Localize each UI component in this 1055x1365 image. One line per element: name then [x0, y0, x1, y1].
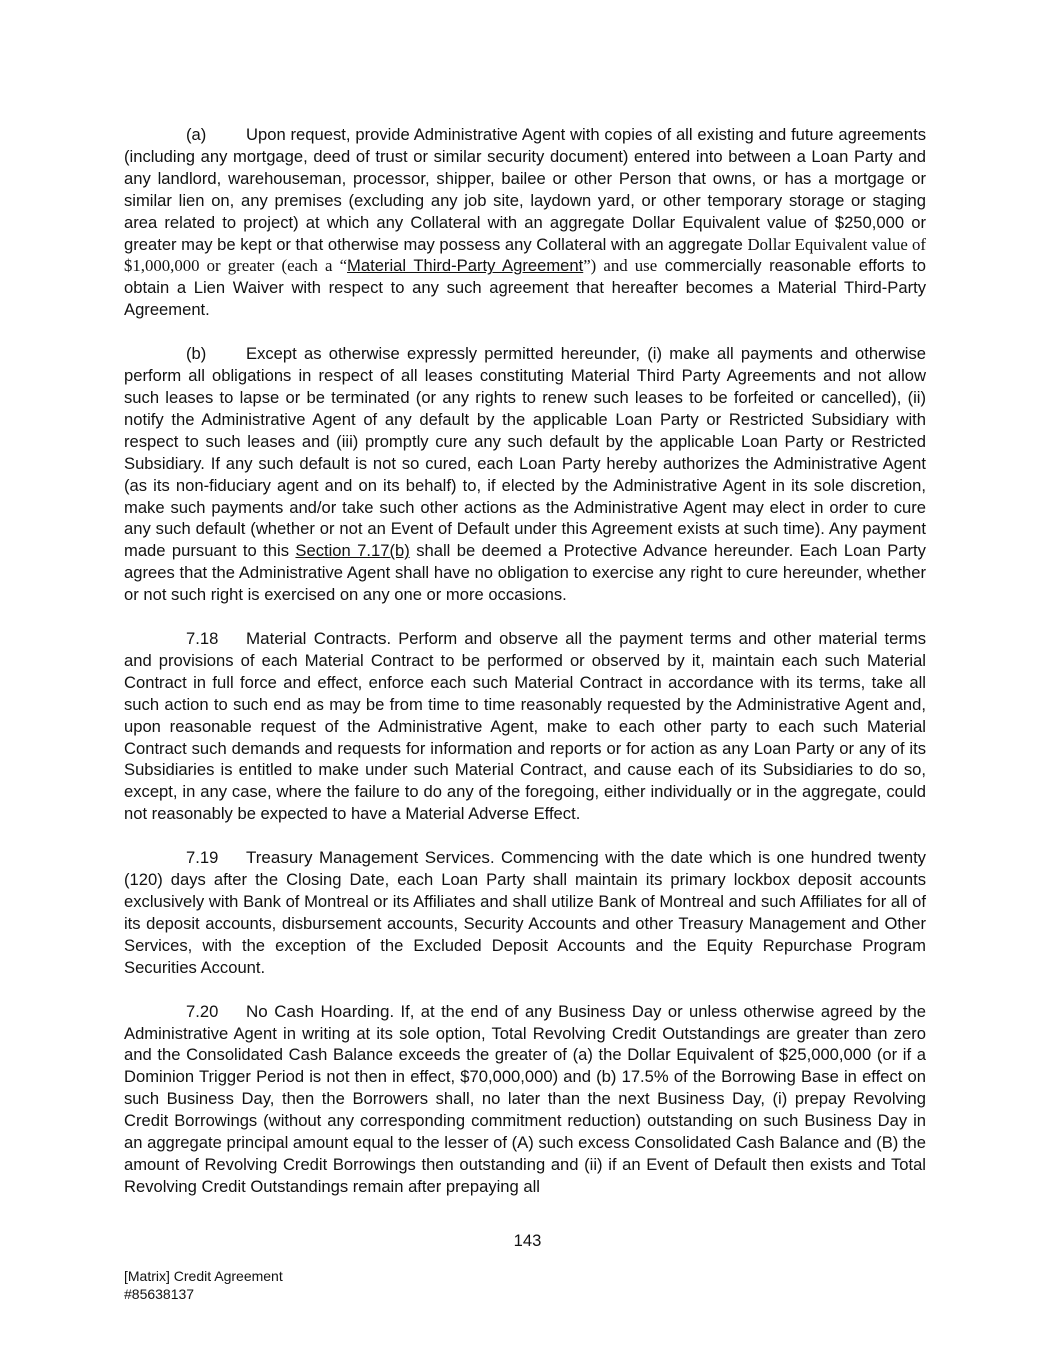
paragraph-a-text-2: commercially reasonable efforts to obtain a Lien Waiver with respect to any such agreement that hereafter becomes a Material Third-Party Agreement.: [124, 256, 926, 320]
paragraph-b-number: (b): [186, 344, 207, 364]
section-7-19: [124, 847, 926, 978]
paragraph-b: [124, 343, 926, 606]
page-number: 143: [513, 1231, 542, 1250]
paragraph-a-text-1: Upon request, provide Administrative Agent with copies of all existing and future agreements (including any mortgage, deed of trust or similar security document) entered into between a Loan Party and any landlord, warehouseman, processor, shipper, bailee or other Person that owns, or has a mortgage or similar lien on, any premises (excluding any job site, laydown yard, or other temporary storage or staging area related to project) at which any Collateral with an aggregate Dollar Equivalent value of $250,000 or greater may be kept or that otherwise may possess any Collateral with an aggregate: [124, 125, 926, 254]
paragraph-a-serif-2: ”) and use: [583, 256, 658, 276]
section-7-20-number: 7.20: [186, 1001, 219, 1021]
section-7-18: [124, 628, 926, 825]
paragraph-a-serif-1: Dollar Equivalent value of $1,000,000 or greater (each a “: [124, 234, 927, 276]
footer-document-title: [Matrix] Credit Agreement: [124, 1268, 283, 1284]
document-body: [124, 124, 926, 1220]
footer-document-id: #85638137: [124, 1286, 195, 1302]
section-7-18-text: . Perform and observe all the payment terms and other material terms and provisions of each Material Contract to be performed or observed by it, maintain each such Material Contract in full force and effect, enforce each such Material Contract in accordance with its terms, take all such action to such end as may be from time to time reasonably requested by the Administrative Agent and, upon reasonable request of the Administrative Agent, make to each other party to each such Material Contract such demands and requests for information and reports or for action as any Loan Party or any of its Subsidiaries is entitled to make under such Material Contract, and cause each of its Subsidiaries to do so, except, in any case, where the failure to do any of the foregoing, either individually or in the aggregate, could not reasonably be expected to have a Material Adverse Effect.: [124, 629, 926, 824]
paragraph-b-text-1: Except as otherwise expressly permitted hereunder, (i) make all payments and otherwise perform all obligations in respect of all leases constituting Material Third Party Agreements and not allow such leases to lapse or be terminated (or any rights to renew such leases to be forfeited or cancelled), (ii) notify the Administrative Agent of any default by the applicable Loan Party or Restricted Subsidiary with respect to such leases and (iii) promptly cure any such default by the applicable Loan Party or Restricted Subsidiary. If any such default is not so cured, each Loan Party hereby authorizes the Administrative Agent (as its non-fiduciary agent and on its behalf) to, if elected by the Administrative Agent in its sole discretion, make such payments and/or take such other actions as the Administrative Agent may elect in order to cure any such default (whether or not an Event of Default under this Agreement exists at such time). Any payment made pursuant to this: [124, 344, 926, 561]
paragraph-a-number: (a): [186, 125, 207, 144]
section-7-19-number: 7.19: [186, 848, 219, 868]
section-7-19-heading: Treasury Management Services: [246, 848, 490, 868]
section-reference-7-17-b: Section 7.17(b): [295, 541, 410, 561]
section-7-18-heading: Material Contracts: [246, 629, 387, 649]
paragraph-a: [124, 124, 926, 321]
section-7-18-number: 7.18: [186, 629, 219, 649]
section-7-19-text: . Commencing with the date which is one hundred twenty (120) days after the Closing Date, each Loan Party shall maintain its primary lockbox deposit accounts exclusively with Bank of Montreal or its Affiliates and shall utilize Bank of Montreal and such Affiliates for all of its deposit accounts, disbursement accounts, Security Accounts and other Treasury Management and Other Services, with the exception of the Excluded Deposit Accounts and the Equity Repurchase Program Securities Account.: [124, 848, 926, 977]
section-7-20-heading: No Cash Hoarding: [246, 1001, 390, 1021]
defined-term-material-third-party-agreement: Material Third-Party Agreement: [347, 256, 584, 276]
paragraph-b-text-2: shall be deemed a Protective Advance hereunder. Each Loan Party agrees that the Administrative Agent shall have no obligation to exercise any right to cure hereunder, whether or not such right is exercised on any one or more occasions.: [124, 541, 926, 605]
document-footer: [124, 1267, 283, 1303]
section-7-20: [124, 1001, 926, 1198]
section-7-20-text: . If, at the end of any Business Day or unless otherwise agreed by the Administrative Agent in writing at its sole option, Total Revolving Credit Outstandings are greater than zero and the Consolidated Cash Balance exceeds the greater of (a) the Dollar Equivalent of $25,000,000 (or if a Dominion Trigger Period is not then in effect, $70,000,000) and (b) 17.5% of the Borrowing Base in effect on such Business Day, then the Borrowers shall, no later than the next Business Day, (i) prepay Revolving Credit Borrowings (without any corresponding commitment reduction) outstanding on such Business Day in an aggregate principal amount equal to the lesser of (A) such excess Consolidated Cash Balance and (B) the amount of Revolving Credit Borrowings then outstanding and (ii) if an Event of Default then exists and Total Revolving Credit Outstandings remain after prepaying all: [124, 1001, 926, 1196]
